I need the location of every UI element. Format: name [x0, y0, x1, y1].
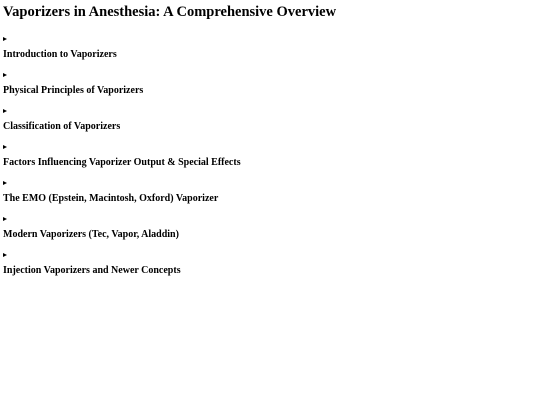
- triangle-right-icon: [3, 253, 7, 257]
- section-heading[interactable]: Factors Influencing Vaporizer Output & Special Effects: [3, 157, 241, 168]
- section-toggle-button[interactable]: [3, 179, 13, 189]
- section-toggle-button[interactable]: [3, 35, 13, 45]
- section-toggle-button[interactable]: [3, 107, 13, 117]
- section-physical-principles: [3, 71, 540, 107]
- section-output-factors: [3, 143, 540, 179]
- section-toggle-button[interactable]: [3, 215, 13, 225]
- section-heading[interactable]: Physical Principles of Vaporizers: [3, 85, 144, 96]
- section-list: [3, 35, 540, 287]
- section-heading[interactable]: Introduction to Vaporizers: [3, 49, 117, 60]
- section-toggle-button[interactable]: [3, 71, 13, 81]
- section-modern-vaporizers: [3, 215, 540, 251]
- section-heading[interactable]: Modern Vaporizers (Tec, Vapor, Aladdin): [3, 229, 179, 240]
- section-classification: [3, 107, 540, 143]
- section-emo-vaporizer: [3, 179, 540, 215]
- triangle-right-icon: [3, 37, 7, 41]
- triangle-right-icon: [3, 181, 7, 185]
- section-heading[interactable]: Classification of Vaporizers: [3, 121, 121, 132]
- triangle-right-icon: [3, 109, 7, 113]
- section-toggle-button[interactable]: [3, 143, 13, 153]
- section-injection-vaporizers: [3, 251, 540, 287]
- page-title: Vaporizers in Anesthesia: A Comprehensive Overview: [3, 4, 337, 20]
- triangle-right-icon: [3, 217, 7, 221]
- section-heading[interactable]: Injection Vaporizers and Newer Concepts: [3, 265, 181, 276]
- triangle-right-icon: [3, 145, 7, 149]
- section-heading[interactable]: The EMO (Epstein, Macintosh, Oxford) Vaporizer: [3, 193, 219, 204]
- triangle-right-icon: [3, 73, 7, 77]
- section-toggle-button[interactable]: [3, 251, 13, 261]
- section-introduction: [3, 35, 540, 71]
